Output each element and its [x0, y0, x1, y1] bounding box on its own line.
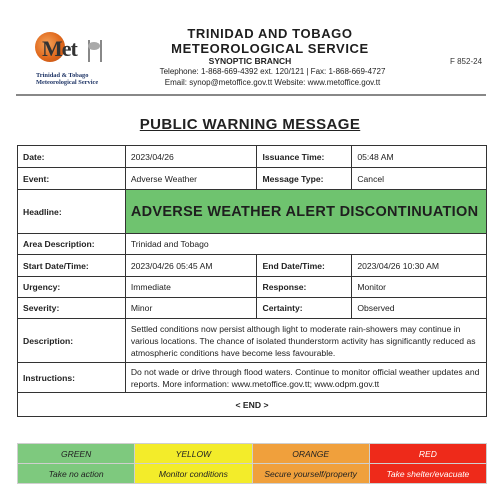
logo-subtitle-2: Meteorological Service — [36, 79, 99, 86]
legend-red-action: Take shelter/evacuate — [369, 464, 486, 484]
area-label: Area Description: — [18, 234, 126, 255]
message-type-value: Cancel — [352, 168, 487, 190]
table-row — [18, 255, 487, 277]
severity-value: Minor — [125, 298, 257, 319]
certainty-label: Certainty: — [257, 298, 352, 319]
legend-actions-row — [18, 464, 487, 484]
document-title: PUBLIC WARNING MESSAGE — [139, 116, 361, 133]
form-code: F 852-24 — [450, 57, 483, 66]
issuance-time-label: Issuance Time: — [257, 146, 352, 168]
instructions-label: Instructions: — [18, 363, 126, 393]
logo-subtitle-1: Trinidad & Tobago — [36, 72, 89, 79]
legend-green-action: Take no action — [18, 464, 135, 484]
legend-red-level: RED — [369, 444, 486, 464]
table-row — [18, 277, 487, 298]
end-value: 2023/04/26 10:30 AM — [352, 255, 487, 277]
legend-green-level: GREEN — [18, 444, 135, 464]
description-value: Settled conditions now persist although light to moderate rain-showers may continue in various locations. The chance of isolated thunderstorm activity has significantly reduced as atmospheric conditions have become less favourable. — [125, 319, 486, 363]
start-label: Start Date/Time: — [18, 255, 126, 277]
letterhead — [0, 0, 500, 92]
contact-email-web: Email: synop@metoffice.gov.tt Website: www.metoffice.gov.tt — [164, 78, 381, 87]
logo-mark: Met — [42, 36, 77, 61]
warning-details-table — [17, 145, 487, 417]
headline-label: Headline: — [18, 190, 126, 234]
table-row — [18, 190, 487, 234]
table-row — [18, 393, 487, 417]
legend-orange-action: Secure yourself/property — [252, 464, 369, 484]
branch-name: SYNOPTIC BRANCH — [208, 56, 292, 66]
org-name-line2: METEOROLOGICAL SERVICE — [171, 41, 369, 56]
table-row — [18, 146, 487, 168]
description-label: Description: — [18, 319, 126, 363]
table-row — [18, 319, 487, 363]
urgency-value: Immediate — [125, 277, 257, 298]
table-row — [18, 298, 487, 319]
legend-yellow-level: YELLOW — [135, 444, 252, 464]
certainty-value: Observed — [352, 298, 487, 319]
instructions-value: Do not wade or drive through flood waters. Continue to monitor official weather updates and reports. More information: www.metoffice.gov.tt; www.odpm.gov.tt — [125, 363, 486, 393]
end-marker: < END > — [18, 393, 487, 417]
legend-yellow-action: Monitor conditions — [135, 464, 252, 484]
urgency-label: Urgency: — [18, 277, 126, 298]
header-divider — [16, 94, 486, 96]
response-value: Monitor — [352, 277, 487, 298]
message-type-label: Message Type: — [257, 168, 352, 190]
start-value: 2023/04/26 05:45 AM — [125, 255, 257, 277]
headline-value: ADVERSE WEATHER ALERT DISCONTINUATION — [125, 190, 486, 234]
legend-levels-row — [18, 444, 487, 464]
severity-label: Severity: — [18, 298, 126, 319]
alert-level-legend — [17, 443, 487, 484]
date-value: 2023/04/26 — [125, 146, 257, 168]
response-label: Response: — [257, 277, 352, 298]
table-row — [18, 234, 487, 255]
issuance-time-value: 05:48 AM — [352, 146, 487, 168]
date-label: Date: — [18, 146, 126, 168]
area-value: Trinidad and Tobago — [125, 234, 486, 255]
table-row — [18, 363, 487, 393]
end-label: End Date/Time: — [257, 255, 352, 277]
event-label: Event: — [18, 168, 126, 190]
event-value: Adverse Weather — [125, 168, 257, 190]
table-row — [18, 168, 487, 190]
contact-phone-fax: Telephone: 1-868-669-4392 ext. 120/121 | Fax: 1-868-669-4727 — [159, 67, 386, 76]
org-name-line1: TRINIDAD AND TOBAGO — [187, 26, 353, 41]
legend-orange-level: ORANGE — [252, 444, 369, 464]
